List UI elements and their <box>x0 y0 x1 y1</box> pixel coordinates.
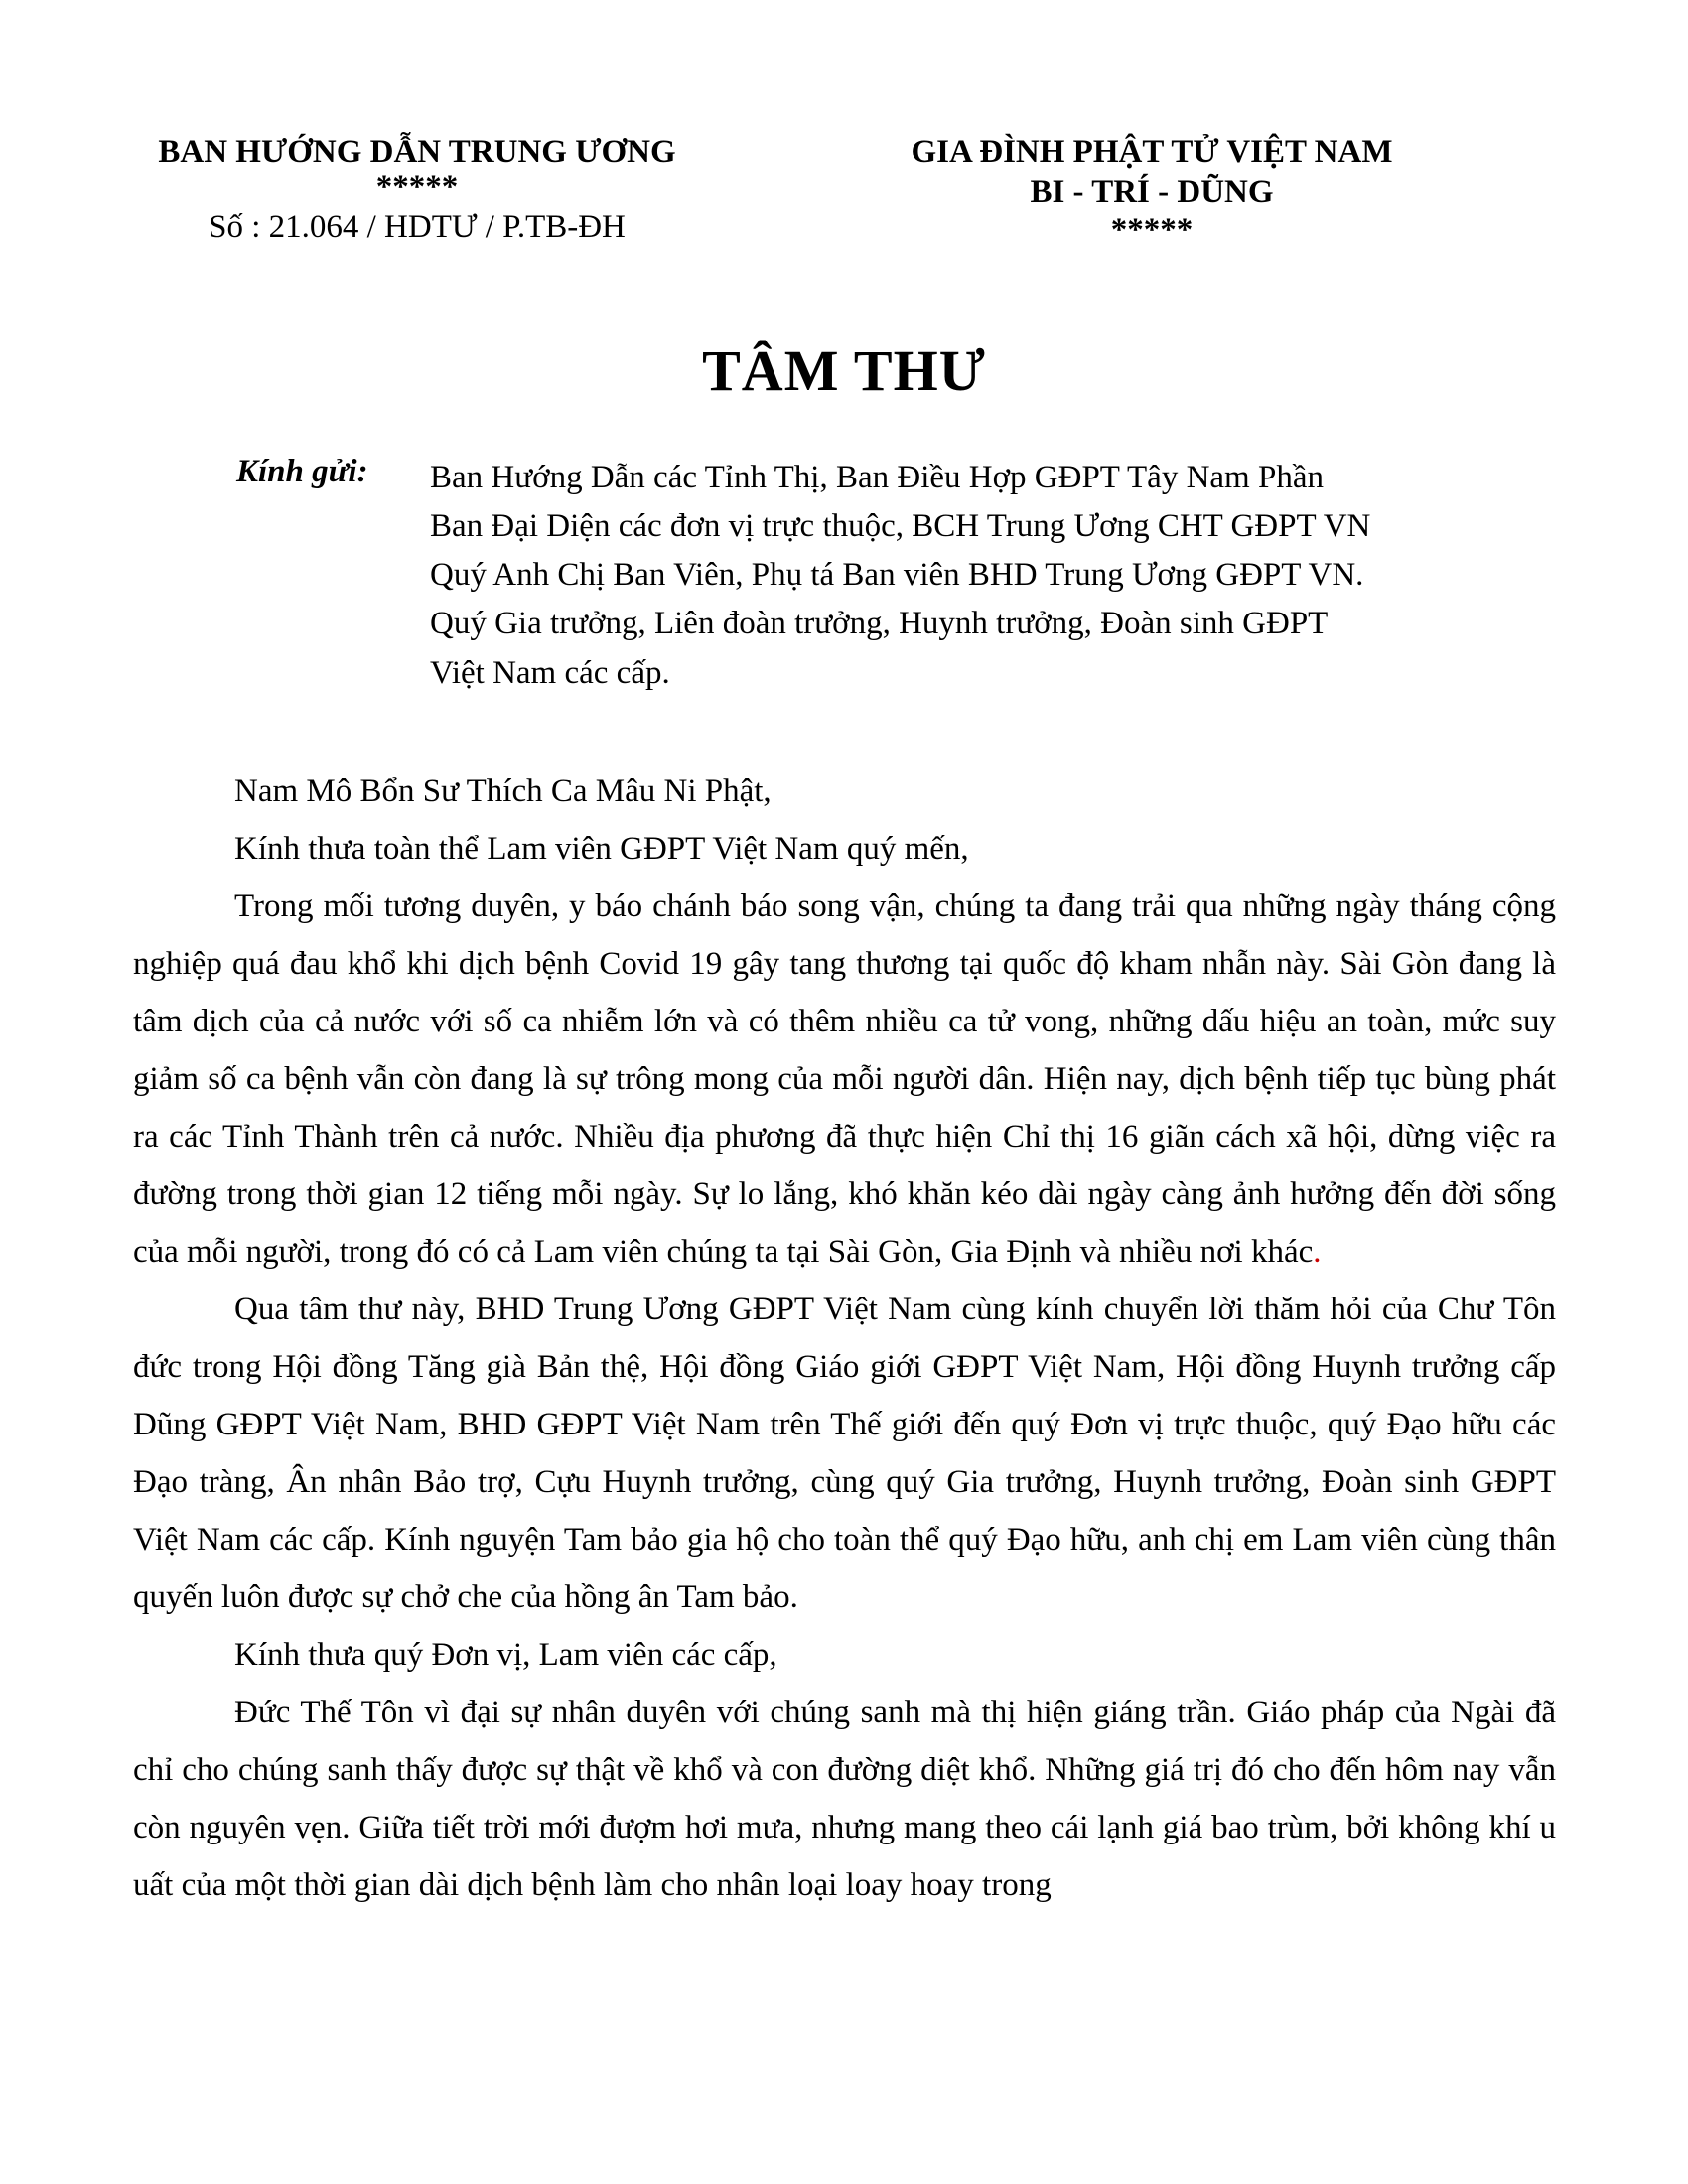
header-right <box>854 132 1450 248</box>
header-right-stars: ***** <box>1110 212 1194 248</box>
paragraph-end-mark: . <box>1313 1234 1322 1270</box>
body-paragraph <box>133 878 1556 1281</box>
body-paragraph-text: Trong mối tương duyên, y báo chánh báo song vận, chúng ta đang trải qua những ngày tháng cộng nghiệp quá đau khổ khi dịch bệnh Covid 19 gây tang thương tại quốc độ kham nhẫn này. Sài Gòn đang là tâm dịch của cả nước với số ca nhiễm lớn và có thêm nhiều ca tử vong, những dấu hiệu an toàn, mức suy giảm số ca bệnh vẫn còn đang là sự trông mong của mỗi người dân. Hiện nay, dịch bệnh tiếp tục bùng phát ra các Tỉnh Thành trên cả nước. Nhiều địa phương đã thực hiện Chỉ thị 16 giãn cách xã hội, dừng việc ra đường trong thời gian 12 tiếng mỗi ngày. Sự lo lắng, khó khăn kéo dài ngày càng ảnh hưởng đến đời sống của mỗi người, trong đó có cả Lam viên chúng ta tại Sài Gòn, Gia Định và nhiều nơi khác <box>133 888 1556 1270</box>
header-left-stars: ***** <box>375 169 459 205</box>
document-reference-number: Số : 21.064 / HDTƯ / P.TB-ĐH <box>209 209 626 245</box>
letter-body <box>133 762 1556 1914</box>
organization-motto: BI - TRÍ - DŨNG <box>1030 174 1274 209</box>
recipient-line: Ban Hướng Dẫn các Tỉnh Thị, Ban Điều Hợp GĐPT Tây Nam Phần <box>430 460 1324 495</box>
header-left <box>119 132 715 247</box>
letter-title: TÂM THƯ <box>702 339 986 403</box>
recipient-line: Quý Gia trưởng, Liên đoàn trưởng, Huynh trưởng, Đoàn sinh GĐPT <box>430 606 1329 641</box>
recipient-line: Quý Anh Chị Ban Viên, Phụ tá Ban viên BHD Trung Ương GĐPT VN. <box>430 557 1364 593</box>
body-paragraph: Đức Thế Tôn vì đại sự nhân duyên với chúng sanh mà thị hiện giáng trần. Giáo pháp của Ngài đã chỉ cho chúng sanh thấy được sự thật về khổ và con đường diệt khổ. Những giá trị đó cho đến hôm nay vẫn còn nguyên vẹn. Giữa tiết trời mới đượm hơi mưa, nhưng mang theo cái lạnh giá bao trùm, bởi không khí u uất của một thời gian dài dịch bệnh làm cho nhân loại loay hoay trong <box>133 1695 1556 1903</box>
recipients-list <box>430 454 1522 693</box>
recipient-line: Ban Đại Diện các đơn vị trực thuộc, BCH Trung Ương CHT GĐPT VN <box>430 508 1371 544</box>
salutation-opening: Nam Mô Bổn Sư Thích Ca Mâu Ni Phật, <box>234 773 772 809</box>
body-paragraph: Qua tâm thư này, BHD Trung Ương GĐPT Việt Nam cùng kính chuyển lời thăm hỏi của Chư Tôn đức trong Hội đồng Tăng già Bản thệ, Hội đồng Giáo giới GĐPT Việt Nam, Hội đồng Huynh trưởng cấp Dũng GĐPT Việt Nam, BHD GĐPT Việt Nam trên Thế giới đến quý Đơn vị trực thuộc, quý Đạo hữu các Đạo tràng, Ân nhân Bảo trợ, Cựu Huynh trưởng, cùng quý Gia trưởng, Huynh trưởng, Đoàn sinh GĐPT Việt Nam các cấp. Kính nguyện Tam bảo gia hộ cho toàn thể quý Đạo hữu, anh chị em Lam viên cùng thân quyến luôn được sự chở che của hồng ân Tam bảo. <box>133 1292 1556 1615</box>
recipient-line: Việt Nam các cấp. <box>430 655 670 691</box>
salutation-address: Kính thưa quý Đơn vị, Lam viên các cấp, <box>234 1637 777 1673</box>
recipients-label: Kính gửi: <box>236 454 368 489</box>
issuing-organization: BAN HƯỚNG DẪN TRUNG ƯƠNG <box>158 134 676 170</box>
salutation-greeting: Kính thưa toàn thể Lam viên GĐPT Việt Nam quý mến, <box>234 831 969 867</box>
organization-name: GIA ĐÌNH PHẬT TỬ VIỆT NAM <box>911 134 1393 170</box>
